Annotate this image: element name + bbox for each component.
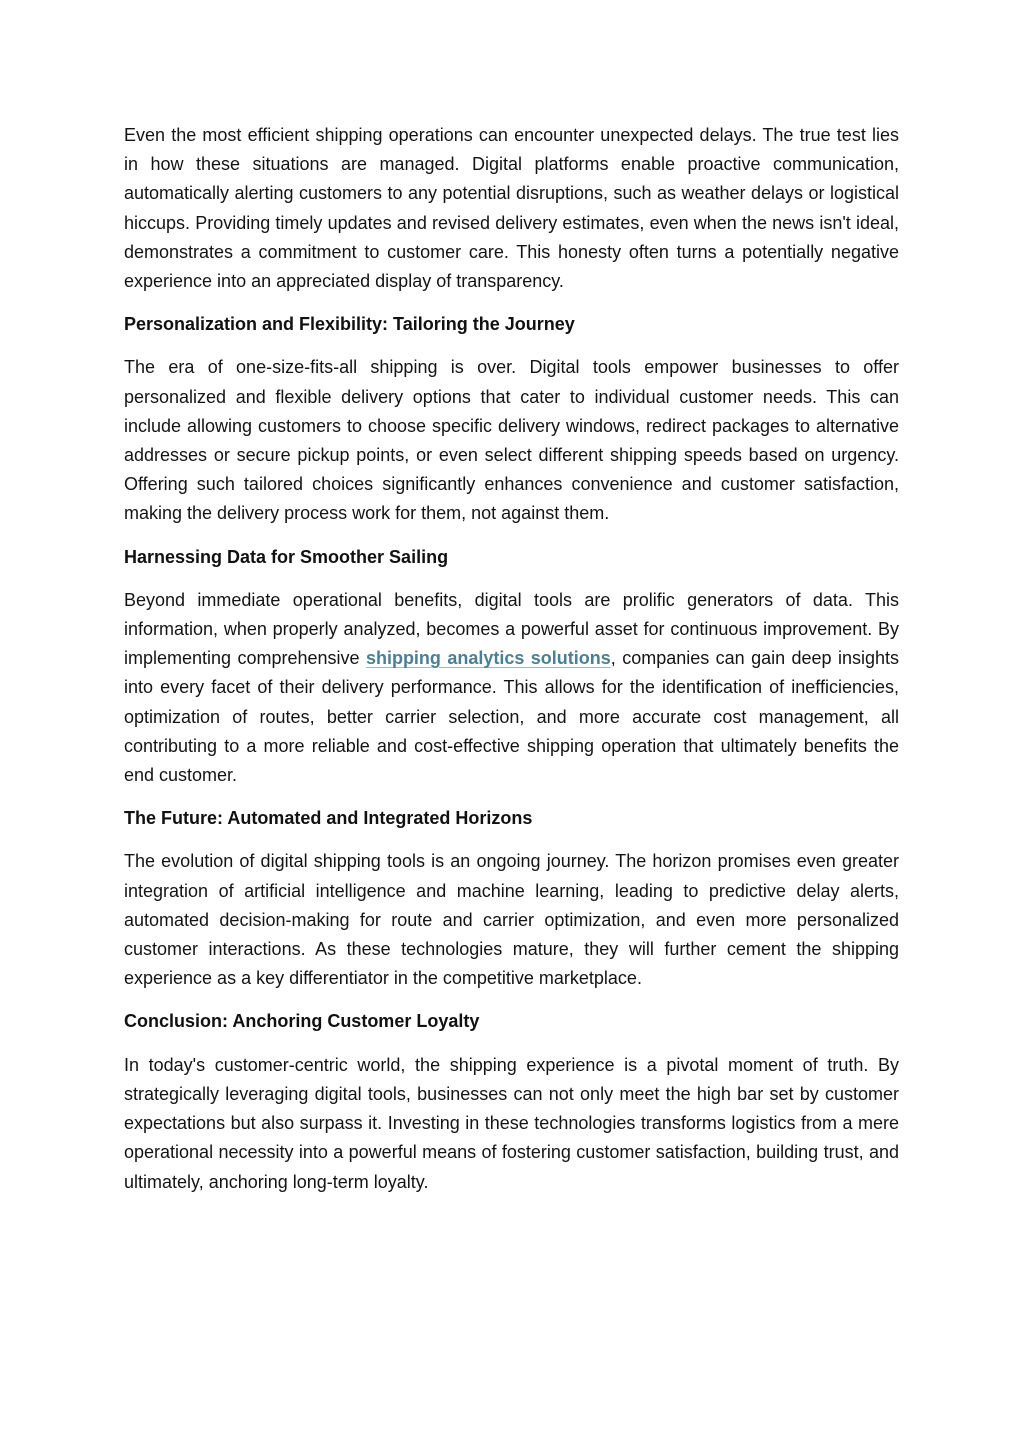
section-heading-conclusion: Conclusion: Anchoring Customer Loyalty [124, 1011, 480, 1032]
section-heading-personalization: Personalization and Flexibility: Tailoring the Journey [124, 314, 575, 335]
section-heading-future: The Future: Automated and Integrated Horizons [124, 808, 533, 829]
section-paragraph-personalization: The era of one-size-fits-all shipping is over. Digital tools empower businesses to offer personalized and flexible delivery options that cater to individual customer needs. This can include allowing customers to choose specific delivery windows, redirect packages to alternative addresses or secure pickup points, or even select different shipping speeds based on urgency. Offering such tailored choices significantly enhances convenience and customer satisfaction, making the delivery process work for them, not against them. [124, 357, 899, 524]
document-body [124, 121, 899, 1211]
paragraph-text-after-link: , companies can gain deep insights into every facet of their delivery performance. This allows for the identification of inefficiencies, optimization of routes, better carrier selection, and more accurate cost management, all contributing to a more reliable and cost-effective shipping operation that ultimately benefits the end customer. [124, 648, 899, 786]
section-paragraph-future: The evolution of digital shipping tools is an ongoing journey. The horizon promises even greater integration of artificial intelligence and machine learning, leading to predictive delay alerts, automated decision-making for route and carrier optimization, and even more personalized customer interactions. As these technologies mature, they will further cement the shipping experience as a key differentiator in the competitive marketplace. [124, 851, 899, 989]
shipping-analytics-link[interactable]: shipping analytics solutions [365, 648, 611, 669]
section-paragraph-data [124, 586, 899, 790]
section-heading-data: Harnessing Data for Smoother Sailing [124, 546, 449, 567]
paragraph-text-before-link: Beyond immediate operational benefits, digital tools are prolific generators of data. This information, when properly analyzed, becomes a powerful asset for continuous improvement. By implementing comprehensive [124, 589, 899, 669]
intro-paragraph: Even the most efficient shipping operations can encounter unexpected delays. The true test lies in how these situations are managed. Digital platforms enable proactive communication, automatically alerting customers to any potential disruptions, such as weather delays or logistical hiccups. Providing timely updates and revised delivery estimates, even when the news isn't ideal, demonstrates a commitment to customer care. This honesty often turns a potentially negative experience into an appreciated display of transparency. [124, 125, 899, 292]
section-paragraph-conclusion: In today's customer-centric world, the shipping experience is a pivotal moment of truth. By strategically leveraging digital tools, businesses can not only meet the high bar set by customer expectations but also surpass it. Investing in these technologies transforms logistics from a mere operational necessity into a powerful means of fostering customer satisfaction, building trust, and ultimately, anchoring long-term loyalty. [124, 1054, 899, 1192]
